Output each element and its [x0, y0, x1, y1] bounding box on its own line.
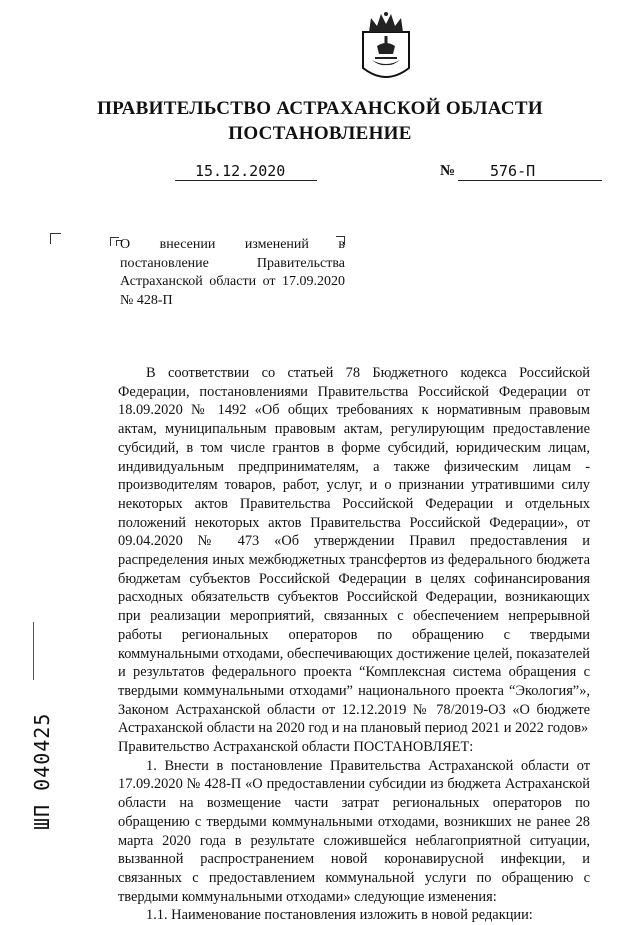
- document-body: [118, 364, 590, 925]
- coat-of-arms-icon: [355, 10, 417, 90]
- item-1-paragraph: 1. Внести в постановление Правительства Астраханской области от 17.09.2020 № 428-П «О предоставлении субсидии из бюджета Астраханской области на возмещение части затрат региональных операторов по обращению с твердыми коммунальными отходами, возникших не ранее 28 марта 2020 года в результате сложившейся неблагоприятной ситуации, вызванной распространением новой коронавирусной инфекции, и связанных с предоставлением коммунальной услуги по обращению с твердыми коммунальными отходами» следующие изменения:: [118, 757, 590, 905]
- side-code-text: ШП 040425: [30, 712, 54, 830]
- document-date: 15.12.2020: [195, 162, 286, 180]
- number-underline: [458, 180, 602, 181]
- side-stamp-code: [20, 712, 60, 832]
- document-type: ПОСТАНОВЛЕНИЕ: [228, 123, 412, 144]
- margin-line: [33, 622, 34, 680]
- item-1-1-paragraph: 1.1. Наименование постановления изложить в новой редакции:: [146, 907, 533, 924]
- government-title: ПРАВИТЕЛЬСТВО АСТРАХАНСКОЙ ОБЛАСТИ: [97, 98, 543, 119]
- resolves-line: Правительство Астраханской области ПОСТАНОВЛЯЕТ:: [118, 739, 474, 756]
- document-subject: О внесении изменений в постановление Правительства Астраханской области от 17.09.2020 № 428-П: [120, 237, 345, 308]
- corner-mark: [50, 233, 61, 244]
- date-underline: [175, 180, 317, 181]
- preamble-paragraph: В соответствии со статьей 78 Бюджетного кодекса Российской Федерации, постановлениями Правительства Российской Федерации от 18.09.2020 № 1492 «Об общих требованиях к нормативным правовым актам, муниципальным правовым актам, регулирующим предоставление субсидий, в том числе грантов в форме субсидий, юридическим лицам, индивидуальным предпринимателям, а также физическим лицам - производителям товаров, работ, услуг, и о признании утратившими силу некоторых актов Правительства Российской Федерации и отдельных положений некоторых актов Правительства Российской Федерации», от 09.04.2020 № 473 «Об утверждении Правил предоставления и распределения иных межбюджетных трансфертов из федерального бюджета бюджетам субъектов Российской Федерации в целях софинансирования расходных обязательств субъектов Российской Федерации, возникающих при реализации мероприятий, связанных с обеспечением непрерывной работы региональных операторов по обращению с твердыми коммунальными отходами, обеспечивающих достижение целей, показателей и результатов федерального проекта “Комплексная система обращения с твердыми коммунальными отходами” национального проекта “Экология”», Законом Астраханской области от 12.12.2019 № 78/2019-ОЗ «О бюджете Астраханской области на 2020 год и на плановый период 2021 и 2022 годов»: [118, 365, 590, 737]
- number-sign: №: [440, 163, 456, 179]
- document-number: 576-П: [490, 162, 536, 180]
